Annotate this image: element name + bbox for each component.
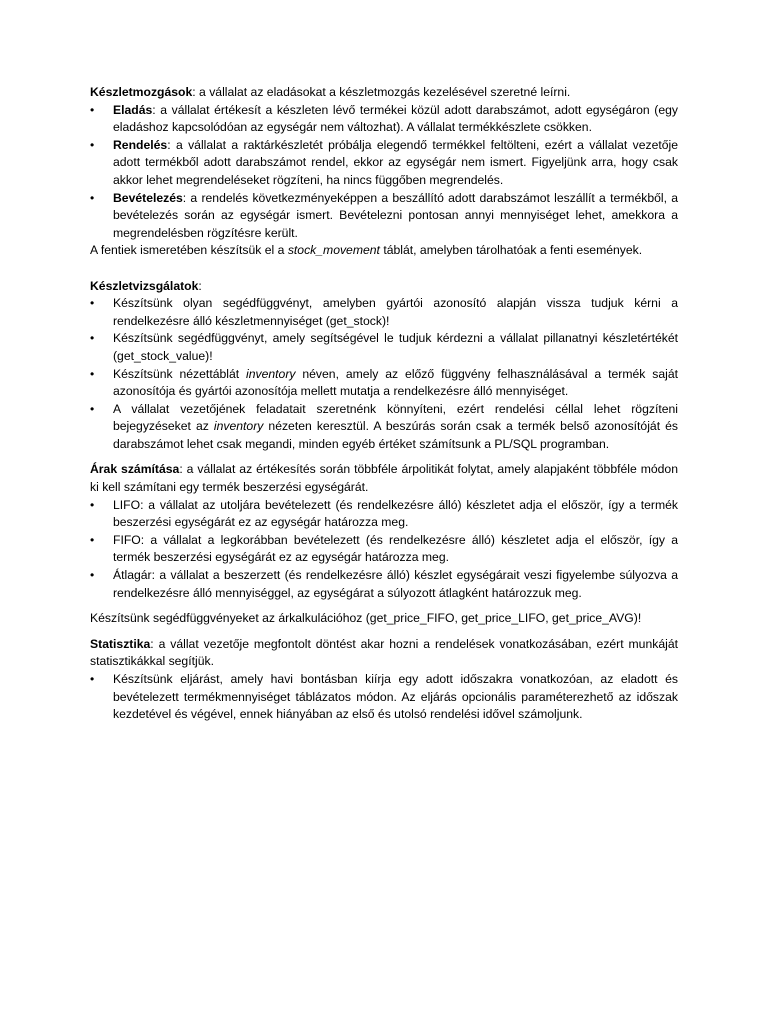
list-item: • Készítsünk olyan segédfüggvényt, amelyben gyártói azonosító alapján vissza tudjuk kérni a rendelkezésre álló készletmennyiséget (get_stock)! [90,296,678,328]
section-heading: Statisztika [90,636,151,651]
bullet-icon: • [90,102,95,117]
view-name: inventory [246,366,296,381]
pricing-intro: Árak számítása: a vállalat az értékesítés során többféle árpolitikát folytat, amely alapjaként többféle módon ki kell számítani egy termék beszerzési egységárát. [90,462,678,495]
section-heading: Készletvizsgálatok [90,278,199,293]
inventory-checks-list [90,295,678,453]
stock-movements-closing: A fentiek ismeretében készítsük el a stock_movement táblát, amelyben tárolhatóak a fenti események. [90,243,643,258]
list-item: • Eladás: a vállalat értékesít a készleten lévő termékei közül adott darabszámot, adott egységáron (egy eladáshoz kapcsolódóan az egységár nem változhat). A vállalat termékkészlete csökken. [90,102,678,135]
statistics-list [90,671,678,724]
list-item-term: Bevételezés [113,190,183,205]
section-heading: Készletmozgások [90,85,193,99]
inventory-checks-heading: Készletvizsgálatok: [90,278,202,293]
pricing-list [90,497,678,603]
table-name: stock_movement [287,243,380,258]
list-item-term: Rendelés [113,137,168,152]
stock-movements-section [90,84,678,260]
bullet-icon: • [90,366,95,381]
list-item: • A vállalat vezetőjének feladatait szeretnénk könnyíteni, ezért rendelési céllal lehet rögzíteni bejegyzéseket az inventory nézeten keresztül. A beszúrás során csak a termék belső azonosítóját és darabszámot lehet csak megandi, minden egyéb értéket számítsunk a PL/SQL programban. [90,401,679,451]
bullet-icon: • [90,672,95,686]
list-item: • Készítsünk nézettáblát inventory néven, amely az előző függvény felhasználásával a termék saját azonosítója és gyártói azonosítója mellett mutatja a rendelkezésre álló mennyiséget. [90,366,678,399]
bullet-icon: • [90,296,95,311]
view-name: inventory [213,419,264,434]
list-item: • Készítsünk segédfüggvényt, amely segítségével le tudjuk kérdezni a vállalat pillanatnyi készletértékét (get_stock_value)! [90,331,678,363]
list-item-term: Eladás [113,102,153,117]
list-item: • Készítsünk eljárást, amely havi bontásban kiírja egy adott időszakra vonatkozóan, az eladott és bevételezett termékmennyiséget táblázatos módon. Az eljárás opcionális paraméterezhető az időszak kezdetével és végével, ennek hiányában az első és utolsó rendelési idővel számoljunk. [90,672,678,722]
bullet-icon: • [90,190,95,205]
inventory-checks-section [90,278,678,454]
list-item: • Átlagár: a vállalat a beszerzett (és rendelkezésre álló) készlet egységárait veszi figyelembe súlyozva a rendelkezésre álló mennyiséggel, az egységárat a súlyozott átlagként határozzuk meg. [90,568,678,600]
section-heading: Árak számítása [90,462,180,477]
bullet-icon: • [90,532,95,547]
statistics-intro: Statisztika: a vállat vezetője megfontolt döntést akar hozni a rendelések vonatkozásában, ezért munkáját statisztikákkal segítjük. [90,636,678,669]
pricing-closing: Készítsünk segédfüggvényeket az árkalkulációhoz (get_price_FIFO, get_price_LIFO, get_price_AVG)! [90,611,642,626]
list-item: • Bevételezés: a rendelés következményeképpen a beszállító adott darabszámot leszállít a termékből, a bevételezés során az egységár ismert. Bevételezni pontosan annyi mennyiséget lehet, amekkora a megrendelésben rögzítésre került. [90,190,678,240]
statistics-section [90,636,678,724]
bullet-icon: • [90,401,95,416]
stock-movements-list [90,102,678,243]
bullet-icon: • [90,137,95,152]
document-page [90,84,678,724]
bullet-icon: • [90,331,95,346]
stock-movements-intro: Készletmozgások: a vállalat az eladásokat a készletmozgás kezelésével szeretné leírni. [90,85,571,99]
pricing-section [90,461,678,627]
bullet-icon: • [90,497,95,512]
list-item: • FIFO: a vállalat a legkorábban bevételezett (és rendelkezésre álló) készletet adja el először, így a termék beszerzési egységárát ez az egységár határozza meg. [90,532,678,565]
bullet-icon: • [90,568,95,583]
list-item: • LIFO: a vállalat az utoljára bevételezett (és rendelkezésre álló) készletet adja el először, így a termék beszerzési egységárát ez az egységár határozza meg. [90,497,678,530]
list-item: • Rendelés: a vállalat a raktárkészletét próbálja elegendő termékkel feltölteni, ezért a vállalat vezetője adott termékből adott darabszámot rendel, ekkor az egységár nem ismert. Figyeljünk arra, hogy csak akkor lehet megrendeléseket rögzíteni, ha nincs függőben megrendelés. [90,137,678,187]
